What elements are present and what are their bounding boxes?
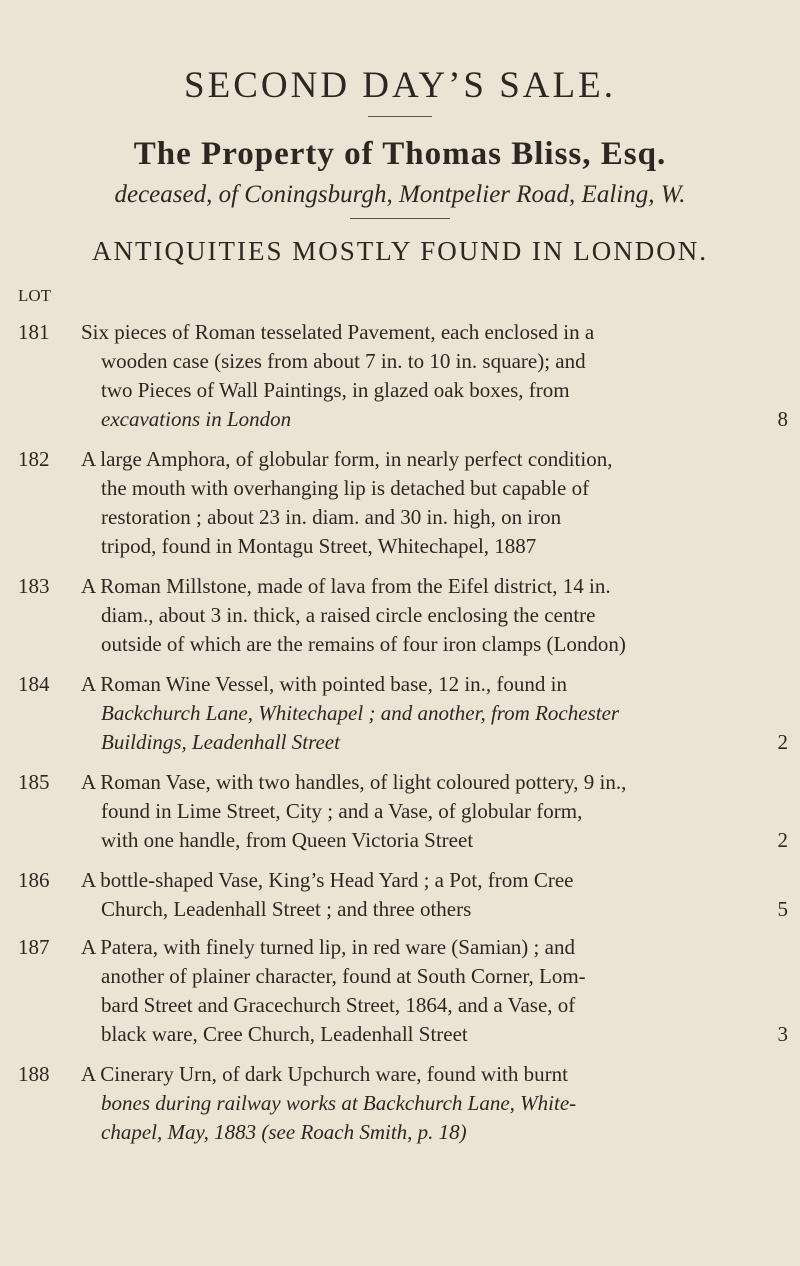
deceased-line: deceased, of Coningsburgh, Montpelier Road, Ealing, W. [114, 181, 686, 208]
lot-line: tripod, found in Montagu Street, Whitechapel, 1887 [101, 534, 537, 558]
lot-number: 181 [18, 320, 50, 344]
lot-quantity: 5 [777, 897, 788, 921]
lot-line: bard Street and Gracechurch Street, 1864, and a Vase, of [101, 993, 576, 1017]
lot-line: A Roman Vase, with two handles, of light coloured pottery, 9 in., [81, 770, 627, 794]
lot-column-header: LOT [18, 286, 52, 305]
lot-line-last: Church, Leadenhall Street ; and three others 5 [101, 895, 788, 924]
lot-description [81, 866, 788, 924]
lot-line-last: black ware, Cree Church, Leadenhall Street 3 [101, 1020, 788, 1049]
lot-line: A bottle-shaped Vase, King’s Head Yard ; a Pot, from Cree [81, 868, 574, 892]
property-line: The Property of Thomas Bliss, Esq. [133, 136, 667, 172]
lot-line-last: excavations in London 8 [101, 405, 788, 434]
lot-line: A Roman Wine Vessel, with pointed base, 12 in., found in [81, 672, 568, 696]
lot-description [81, 1060, 788, 1147]
lot-entry [18, 866, 788, 924]
lot-number: 185 [18, 770, 50, 794]
lot-line-last: with one handle, from Queen Victoria Street 2 [101, 826, 788, 855]
lot-line: Backchurch Lane, Whitechapel ; and another, from Rochester [101, 701, 620, 725]
lot-line: A Roman Millstone, made of lava from the Eifel district, 14 in. [81, 574, 611, 598]
lot-entry [18, 1060, 788, 1147]
lot-line: the mouth with overhanging lip is detached but capable of [101, 476, 590, 500]
lot-line: A Patera, with finely turned lip, in red ware (Samian) ; and [81, 935, 575, 959]
lot-number: 184 [18, 672, 50, 696]
lot-line: restoration ; about 23 in. diam. and 30 in. high, on iron [101, 505, 562, 529]
lot-quantity: 3 [777, 1022, 788, 1046]
lot-description [81, 933, 788, 1049]
lot-description [81, 670, 788, 757]
lot-entry [18, 768, 788, 855]
lot-entry [18, 933, 788, 1049]
lot-description [81, 572, 788, 659]
lot-number: 187 [18, 935, 50, 959]
section-heading: ANTIQUITIES MOSTLY FOUND IN LONDON. [92, 236, 708, 266]
lot-line: another of plainer character, found at South Corner, Lom- [101, 964, 586, 988]
lot-quantity: 8 [777, 407, 788, 431]
lot-line: found in Lime Street, City ; and a Vase, of globular form, [101, 799, 583, 823]
lot-line: A large Amphora, of globular form, in nearly perfect condition, [81, 447, 613, 471]
lot-description [81, 445, 788, 561]
lot-quantity: 2 [777, 730, 788, 754]
lot-line: Six pieces of Roman tesselated Pavement, each enclosed in a [81, 320, 595, 344]
section-rule [350, 218, 450, 219]
lot-line: diam., about 3 in. thick, a raised circle enclosing the centre [101, 603, 596, 627]
page-title: SECOND DAY’S SALE. [184, 65, 616, 106]
lot-number: 186 [18, 868, 50, 892]
lot-quantity: 2 [777, 828, 788, 852]
lot-entry [18, 445, 788, 561]
lot-entry [18, 318, 788, 434]
lot-line-last: Buildings, Leadenhall Street 2 [101, 728, 788, 757]
lot-entry [18, 572, 788, 659]
lot-line: outside of which are the remains of four iron clamps (London) [101, 632, 626, 656]
lot-line: two Pieces of Wall Paintings, in glazed oak boxes, from [101, 378, 570, 402]
lot-line: chapel, May, 1883 (see Roach Smith, p. 18) [101, 1120, 467, 1144]
lot-line: A Cinerary Urn, of dark Upchurch ware, found with burnt [81, 1062, 568, 1086]
lot-number: 188 [18, 1062, 50, 1086]
lot-line: wooden case (sizes from about 7 in. to 10 in. square); and [101, 349, 586, 373]
lot-line: bones during railway works at Backchurch Lane, White- [101, 1091, 577, 1115]
lot-description [81, 318, 788, 434]
lot-number: 183 [18, 574, 50, 598]
lot-description [81, 768, 788, 855]
lot-number: 182 [18, 447, 50, 471]
title-rule [368, 116, 432, 117]
lot-entry [18, 670, 788, 757]
